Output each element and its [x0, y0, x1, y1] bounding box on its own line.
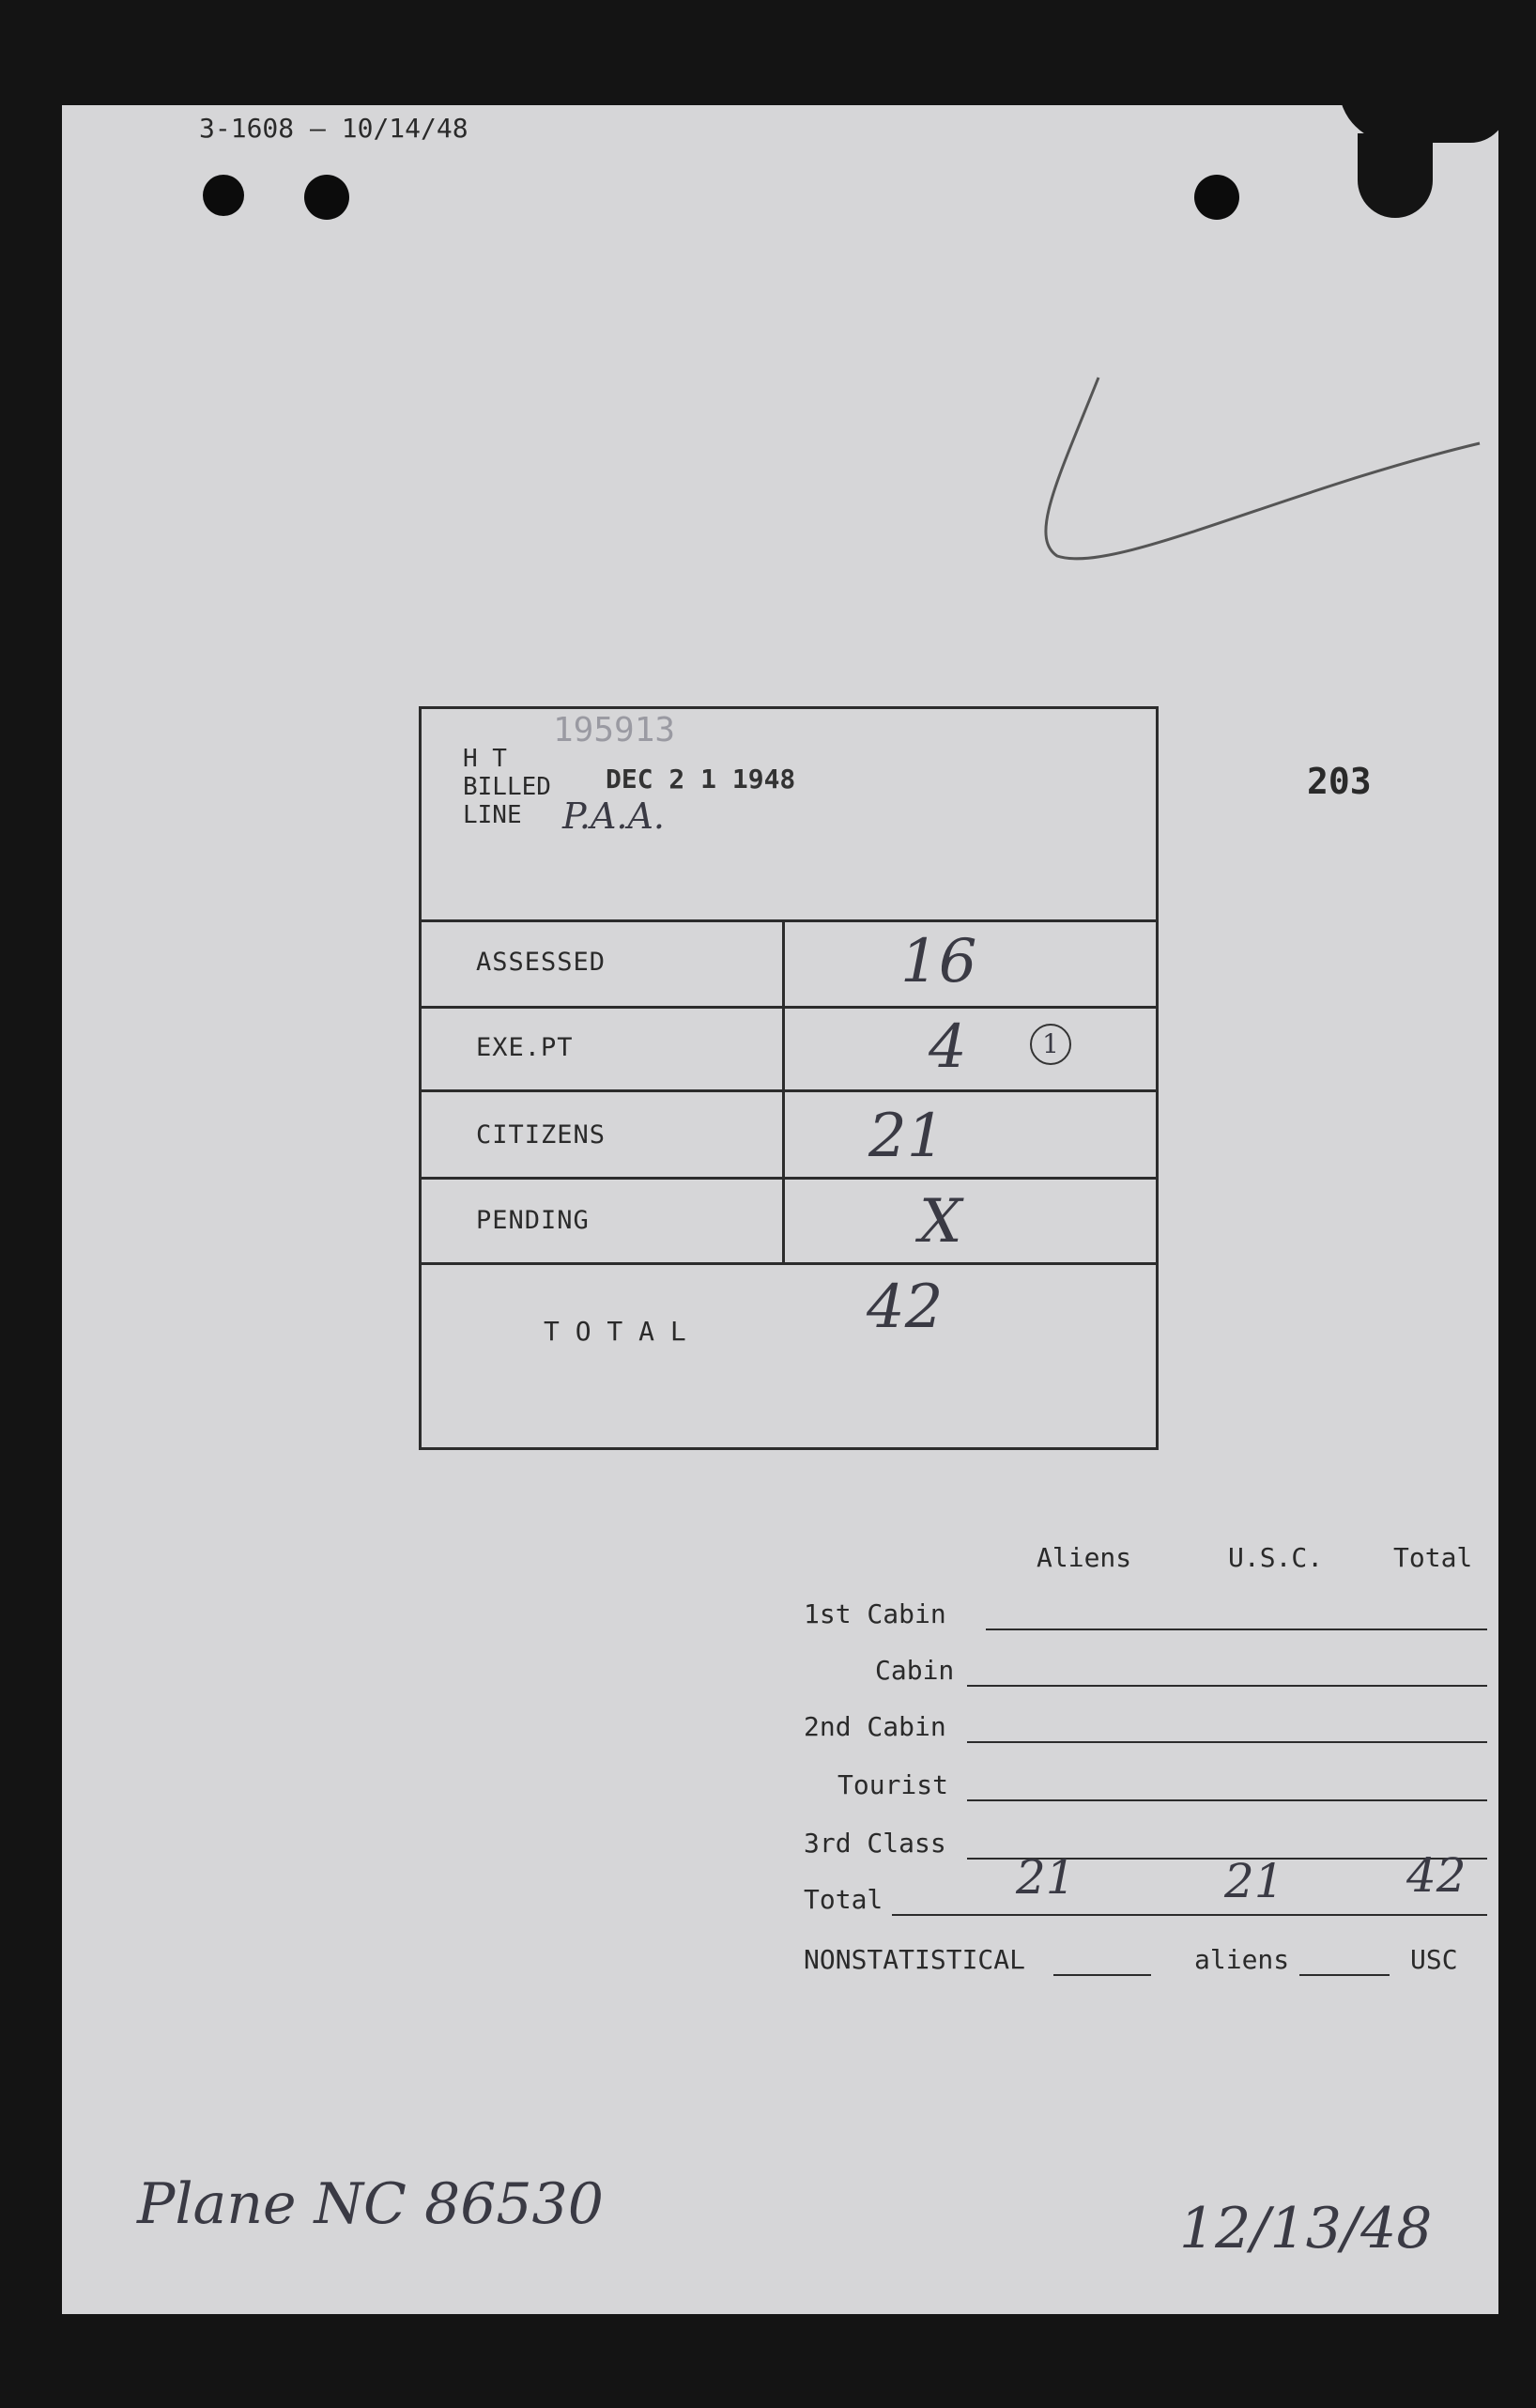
fill-line: [1053, 1974, 1151, 1976]
document-code: [199, 113, 468, 144]
total-aliens-value: 21: [1016, 1850, 1076, 1905]
row-label-tourist: Tourist: [837, 1769, 949, 1800]
fill-line: [1299, 1974, 1390, 1976]
footer-date: 12/13/48: [1179, 2196, 1433, 2261]
plane-note: Plane NC 86530: [137, 2171, 604, 2237]
document-date: 10/14/48: [341, 113, 468, 144]
row-label-total: Total: [804, 1884, 883, 1915]
fill-line: [967, 1799, 1487, 1801]
document-page: [62, 105, 1498, 2314]
dash-separator: –: [310, 113, 342, 144]
count-row-citizens: [422, 1092, 1156, 1180]
check-mark-icon: [1001, 255, 1489, 650]
total-usc-value: 21: [1224, 1854, 1284, 1908]
count-box-header: [422, 709, 1156, 922]
punch-hole-left: [203, 175, 244, 216]
row-label-3rd-class: 3rd Class: [804, 1828, 946, 1859]
manifest-form: [738, 1542, 1489, 2124]
circled-note: 1: [1030, 1024, 1071, 1065]
column-header-total: Total: [1393, 1542, 1473, 1573]
row-label-1st-cabin: 1st Cabin: [804, 1598, 946, 1629]
nonstat-aliens-label: aliens: [1194, 1944, 1290, 1975]
punch-hole-center-left: [304, 175, 349, 220]
count-row-exempt: [422, 1009, 1156, 1092]
fill-line: [892, 1914, 1487, 1916]
document-code-text: 3-1608: [199, 113, 295, 144]
row-label: ASSESSED: [476, 948, 607, 977]
line-label: LINE: [463, 801, 522, 829]
total-value: 42: [867, 1273, 944, 1342]
column-header-aliens: Aliens: [1037, 1542, 1132, 1573]
total-total-value: 42: [1406, 1848, 1467, 1903]
torn-notch: [1358, 133, 1433, 218]
row-label-2nd-cabin: 2nd Cabin: [804, 1711, 946, 1742]
row-value: 4: [929, 1012, 967, 1082]
billed-label: BILLED: [463, 773, 551, 801]
row-label-cabin: Cabin: [875, 1655, 955, 1686]
column-header-usc: U.S.C.: [1228, 1542, 1324, 1573]
row-label: EXE.PT: [476, 1033, 574, 1062]
fill-line: [986, 1628, 1487, 1630]
count-box: [419, 706, 1159, 1450]
ht-label: H T: [463, 745, 507, 773]
row-value: 21: [868, 1102, 945, 1171]
row-label: CITIZENS: [476, 1120, 607, 1150]
total-label: T O T A L: [544, 1316, 686, 1347]
row-value: 16: [900, 927, 977, 996]
row-label: PENDING: [476, 1206, 590, 1235]
count-row-assessed: [422, 919, 1156, 1009]
fill-line: [967, 1741, 1487, 1743]
punch-hole-right: [1194, 175, 1239, 220]
stamp-number: 195913: [553, 711, 676, 749]
fill-line: [967, 1685, 1487, 1687]
nonstat-usc-label: USC: [1410, 1944, 1458, 1975]
nonstatistical-label: NONSTATISTICAL: [804, 1944, 1026, 1975]
count-row-pending: [422, 1180, 1156, 1265]
page-number: 203: [1307, 761, 1372, 802]
row-value: X: [919, 1187, 962, 1257]
line-value: P.A.A.: [562, 795, 665, 837]
billed-date-stamp: DEC 2 1 1948: [606, 764, 796, 795]
